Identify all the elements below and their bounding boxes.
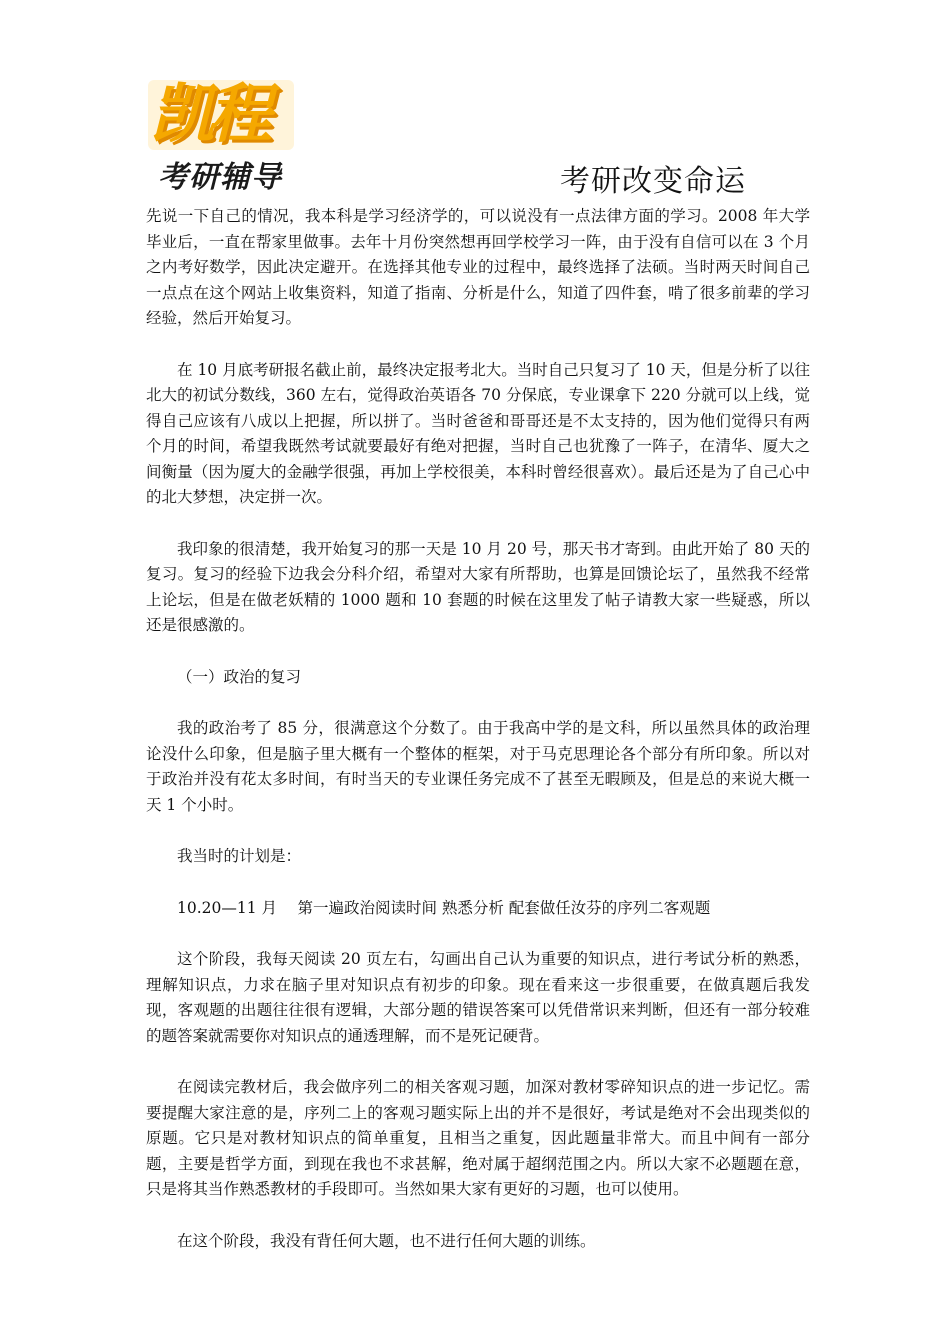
paragraph: 在这个阶段，我没有背任何大题，也不进行任何大题的训练。 [177,1231,596,1250]
schedule-line: 10.20—11 月 第一遍政治阅读时间 熟悉分析 配套做任汝芬的序列二客观题 [177,898,711,917]
logo [146,74,306,198]
paragraph: 我的政治考了 85 分，很满意这个分数了。由于我高中学的是文科，所以虽然具体的政治理论没什么印象，但是脑子里大概有一个整体的框架，对于马克思理论各个部分有所印象。所以对于政治并没有花太多时间，有时当天的专业课任务完成不了甚至无暇顾及，但是总的来说大概一天 1 个小时。 [146,719,810,814]
logo-mark: 凯程 [150,78,266,152]
paragraph: 在 10 月底考研报名截止前，最终决定报考北大。当时自己只复习了 10 天，但是分析了以往北大的初试分数线，360 左右，觉得政治英语各 70 分保底，专业课拿下 220 分就可以上线，觉得自己应该有八成以上把握，所以拼了。当时爸爸和哥哥还是不太支持的，因为他们觉得只有两个月的时间，希望我既然考试就要最好有绝对把握，当时自己也犹豫了一阵子，在清华、厦大之间衡量（因为厦大的金融学很强，再加上学校很美，本科时曾经很喜欢）。最后还是为了自己心中的北大梦想，决定拼一次。 [146,360,810,506]
section-heading: （一）政治的复习 [177,667,302,686]
paragraph: 我当时的计划是： [177,847,302,865]
paragraph: 我印象的很清楚，我开始复习的那一天是 10 月 20 号，那天书才寄到。由此开始了 80 天的复习。复习的经验下边我会分科介绍，希望对大家有所帮助，也算是回馈论坛了，虽然我不经常上论坛，但是在做老妖精的 1000 题和 10 套题的时候在这里发了帖子请教大家一些疑惑，所以还是很感激的。 [146,539,810,634]
article-body [146,204,810,1254]
paragraph: 在阅读完教材后，我会做序列二的相关客观习题，加深对教材零碎知识点的进一步记忆。需要提醒大家注意的是，序列二上的客观习题实际上出的并不是很好，考试是绝对不会出现类似的原题。它只是对教材知识点的简单重复，且相当之重复，因此题量非常大。而且中间有一部分题，主要是哲学方面，到现在我也不求甚解，绝对属于超纲范围之内。所以大家不必题题在意，只是将其当作熟悉教材的手段即可。当然如果大家有更好的习题，也可以使用。 [146,1078,810,1198]
paragraph: 这个阶段，我每天阅读 20 页左右，勾画出自己认为重要的知识点，进行考试分析的熟悉，理解知识点，力求在脑子里对知识点有初步的印象。现在看来这一步很重要，在做真题后我发现，客观题的出题往往很有逻辑，大部分题的错误答案可以凭借常识来判断，但还有一部分较难的题答案就需要你对知识点的通透理解，而不是死记硬背。 [146,950,810,1045]
logo-subtitle: 考研辅导 [158,160,282,195]
page-slogan: 考研改变命运 [560,164,746,199]
paragraph: 先说一下自己的情况，我本科是学习经济学的，可以说没有一点法律方面的学习。2008 年大学毕业后，一直在帮家里做事。去年十月份突然想再回学校学习一阵，由于没有自信可以在 3 个月之内考好数学，因此决定避开。在选择其他专业的过程中，最终选择了法硕。当时两天时间自己一点点在这个网站上收集资料，知道了指南、分析是什么，知道了四件套，啃了很多前辈的学习经验，然后开始复习。 [146,207,810,327]
